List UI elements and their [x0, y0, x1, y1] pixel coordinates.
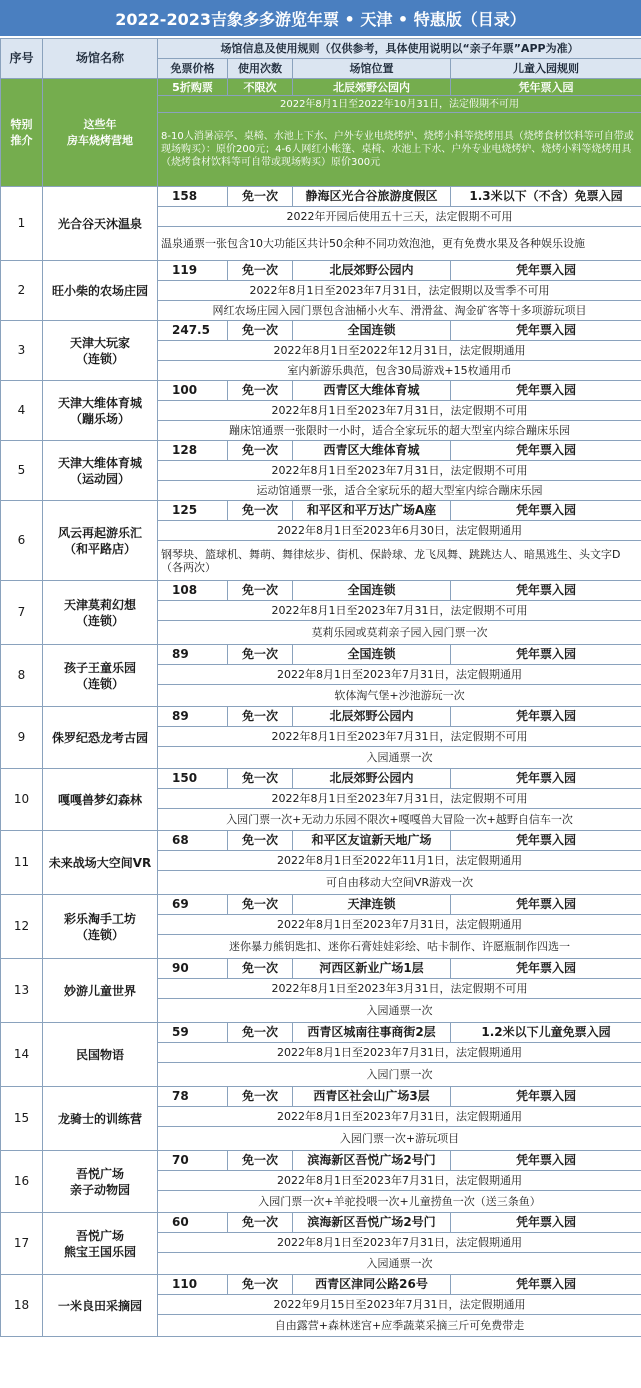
row-number: 13: [1, 959, 43, 1023]
venue-price: 69: [158, 895, 228, 915]
venue-child-rule: 凭年票入园: [451, 895, 641, 915]
venue-times: 免一次: [228, 959, 293, 979]
row-number: 17: [1, 1213, 43, 1275]
venue-location: 西青区大维体育城: [293, 381, 451, 401]
table-row: [1, 321, 641, 341]
venue-detail: 自由露营+森林迷宫+应季蔬菜采摘三斤可免费带走: [158, 1315, 641, 1337]
page-title: 2022-2023吉象多多游览年票 • 天津 • 特惠版（目录）: [0, 0, 641, 38]
venue-times: 免一次: [228, 581, 293, 601]
venue-location: 静海区光合谷旅游度假区: [293, 187, 451, 207]
venue-name: 侏罗纪恐龙考古园: [43, 707, 158, 769]
venue-detail: 迷你暴力熊钥匙扣、迷你石膏娃娃彩绘、咕卡制作、许愿瓶制作四选一: [158, 935, 641, 959]
venue-child-rule: 凭年票入园: [451, 1213, 641, 1233]
venue-price: 89: [158, 707, 228, 727]
venue-times: 免一次: [228, 645, 293, 665]
venue-valid-date: 2022年8月1日至2023年7月31日，法定假期通用: [158, 665, 641, 685]
venue-valid-date: 2022年8月1日至2023年7月31日，法定假期通用: [158, 1233, 641, 1253]
venue-valid-date: 2022年8月1日至2023年3月31日，法定假期不可用: [158, 979, 641, 999]
header-name: 场馆名称: [43, 39, 158, 79]
featured-detail: 8-10人消暑凉亭、桌椅、水池上下水、户外专业电烧烤炉、烧烤小料等烧烤用具（烧烤食材饮料等可自带或现场购买）：原价200元；4-6人网红小帐篷、桌椅、水池上下水、户外专业电烧烤炉、烧烤小料等烧烤用具（烧烤食材饮料等可自带或现场购买）原价300元: [158, 113, 641, 187]
row-number: 9: [1, 707, 43, 769]
venue-valid-date: 2022年8月1日至2023年7月31日，法定假期通用: [158, 1171, 641, 1191]
venue-price: 247.5: [158, 321, 228, 341]
venue-times: 免一次: [228, 831, 293, 851]
venue-child-rule: 凭年票入园: [451, 959, 641, 979]
venue-price: 89: [158, 645, 228, 665]
row-number: 15: [1, 1087, 43, 1151]
venue-name: 旺小柴的农场庄园: [43, 261, 158, 321]
row-number: 1: [1, 187, 43, 261]
venue-valid-date: 2022年8月1日至2023年7月31日，法定假期通用: [158, 1107, 641, 1127]
venue-times: 免一次: [228, 1087, 293, 1107]
catalog-table: [0, 38, 641, 1337]
venue-times: 免一次: [228, 501, 293, 521]
venue-location: 北辰郊野公园内: [293, 261, 451, 281]
venue-location: 全国连锁: [293, 321, 451, 341]
venue-price: 78: [158, 1087, 228, 1107]
row-number: 5: [1, 441, 43, 501]
featured-name: 这些年 房车烧烤营地: [43, 79, 158, 187]
header-child-rule: 儿童入园规则: [451, 59, 641, 79]
venue-detail: 入园门票一次+游玩项目: [158, 1127, 641, 1151]
venue-times: 免一次: [228, 441, 293, 461]
venue-location: 西青区城南往事商街2层: [293, 1023, 451, 1043]
venue-name: 民国物语: [43, 1023, 158, 1087]
table-row: [1, 895, 641, 915]
venue-child-rule: 凭年票入园: [451, 707, 641, 727]
venue-name: 天津大维体育城 （蹦乐场）: [43, 381, 158, 441]
table-row: [1, 959, 641, 979]
venue-price: 128: [158, 441, 228, 461]
venue-valid-date: 2022年8月1日至2023年7月31日，法定假期不可用: [158, 461, 641, 481]
table-row: [1, 187, 641, 207]
venue-detail: 运动馆通票一张，适合全家玩乐的超大型室内综合蹦床乐园: [158, 481, 641, 501]
venue-child-rule: 凭年票入园: [451, 1087, 641, 1107]
venue-times: 免一次: [228, 707, 293, 727]
venue-detail: 室内新游乐典范，包含30局游戏+15枚通用币: [158, 361, 641, 381]
venue-location: 滨海新区吾悦广场2号门: [293, 1213, 451, 1233]
venue-name: 风云再起游乐汇 （和平路店）: [43, 501, 158, 581]
venue-times: 免一次: [228, 381, 293, 401]
row-number: 8: [1, 645, 43, 707]
table-row: [1, 1151, 641, 1171]
table-row: [1, 1087, 641, 1107]
venue-valid-date: 2022年9月15日至2023年7月31日，法定假期通用: [158, 1295, 641, 1315]
venue-detail: 入园门票一次+羊驼投喂一次+儿童捞鱼一次（送三条鱼）: [158, 1191, 641, 1213]
venue-child-rule: 凭年票入园: [451, 769, 641, 789]
venue-valid-date: 2022年8月1日至2023年7月31日，法定假期通用: [158, 915, 641, 935]
venue-price: 110: [158, 1275, 228, 1295]
venue-valid-date: 2022年开园后使用五十三天，法定假期不可用: [158, 207, 641, 227]
venue-valid-date: 2022年8月1日至2023年7月31日，法定假期不可用: [158, 727, 641, 747]
venue-child-rule: 1.2米以下儿童免票入园: [451, 1023, 641, 1043]
venue-valid-date: 2022年8月1日至2022年11月1日，法定假期通用: [158, 851, 641, 871]
featured-location: 北辰郊野公园内: [293, 79, 451, 96]
header-times: 使用次数: [228, 59, 293, 79]
venue-detail: 入园通票一次: [158, 747, 641, 769]
row-number: 7: [1, 581, 43, 645]
table-row: [1, 1213, 641, 1233]
featured-date: 2022年8月1日至2022年10月31日，法定假期不可用: [158, 96, 641, 113]
venue-child-rule: 凭年票入园: [451, 261, 641, 281]
venue-price: 119: [158, 261, 228, 281]
header-location: 场馆位置: [293, 59, 451, 79]
venue-location: 北辰郊野公园内: [293, 769, 451, 789]
venue-location: 和平区和平万达广场A座: [293, 501, 451, 521]
venue-name: 孩子王童乐园 （连锁）: [43, 645, 158, 707]
table-row: [1, 441, 641, 461]
venue-price: 90: [158, 959, 228, 979]
table-row: [1, 261, 641, 281]
venue-location: 西青区社会山广场3层: [293, 1087, 451, 1107]
venue-name: 吾悦广场 熊宝王国乐园: [43, 1213, 158, 1275]
venue-name: 天津大玩家 （连锁）: [43, 321, 158, 381]
venue-name: 天津大维体育城 （运动园）: [43, 441, 158, 501]
table-row: [1, 581, 641, 601]
venue-location: 滨海新区吾悦广场2号门: [293, 1151, 451, 1171]
header-row-1: [1, 39, 641, 59]
venue-price: 108: [158, 581, 228, 601]
venue-location: 河西区新业广场1层: [293, 959, 451, 979]
venue-price: 68: [158, 831, 228, 851]
venue-times: 免一次: [228, 1275, 293, 1295]
header-price: 免票价格: [158, 59, 228, 79]
venue-price: 60: [158, 1213, 228, 1233]
venue-detail: 软体淘气堡+沙池游玩一次: [158, 685, 641, 707]
venue-location: 西青区大维体育城: [293, 441, 451, 461]
venue-child-rule: 凭年票入园: [451, 645, 641, 665]
featured-child-rule: 凭年票入园: [451, 79, 641, 96]
venue-valid-date: 2022年8月1日至2023年7月31日，法定假期通用: [158, 1043, 641, 1063]
venue-detail: 钢琴块、篮球机、舞萌、舞律炫步、街机、保龄球、龙飞凤舞、跳跳达人、暗黑逃生、头文字D（各两次）: [158, 541, 641, 581]
venue-child-rule: 凭年票入园: [451, 381, 641, 401]
venue-times: 免一次: [228, 1151, 293, 1171]
row-number: 18: [1, 1275, 43, 1337]
venue-name: 妙游儿童世界: [43, 959, 158, 1023]
venue-detail: 网红农场庄园入园门票包含油桶小火车、滑滑盆、淘金矿客等十多项游玩项目: [158, 301, 641, 321]
venue-location: 天津连锁: [293, 895, 451, 915]
row-number: 10: [1, 769, 43, 831]
featured-label: 特别推介: [1, 79, 43, 187]
venue-child-rule: 凭年票入园: [451, 441, 641, 461]
venue-location: 北辰郊野公园内: [293, 707, 451, 727]
table-row: [1, 381, 641, 401]
venue-name: 天津莫莉幻想 （连锁）: [43, 581, 158, 645]
venue-detail: 入园门票一次+无动力乐园不限次+嘎嘎兽大冒险一次+越野自信车一次: [158, 809, 641, 831]
venue-name: 龙骑士的训练营: [43, 1087, 158, 1151]
venue-detail: 可自由移动大空间VR游戏一次: [158, 871, 641, 895]
table-row: [1, 831, 641, 851]
venue-valid-date: 2022年8月1日至2023年6月30日，法定假期通用: [158, 521, 641, 541]
venue-price: 100: [158, 381, 228, 401]
venue-times: 免一次: [228, 261, 293, 281]
venue-price: 125: [158, 501, 228, 521]
venue-child-rule: 凭年票入园: [451, 321, 641, 341]
venue-detail: 蹦床馆通票一张限时一小时，适合全家玩乐的超大型室内综合蹦床乐园: [158, 421, 641, 441]
venue-child-rule: 凭年票入园: [451, 501, 641, 521]
venue-name: 光合谷天沐温泉: [43, 187, 158, 261]
row-number: 6: [1, 501, 43, 581]
venue-name: 吾悦广场 亲子动物园: [43, 1151, 158, 1213]
row-number: 14: [1, 1023, 43, 1087]
row-number: 2: [1, 261, 43, 321]
venue-detail: 入园通票一次: [158, 999, 641, 1023]
venue-name: 彩乐淘手工坊 （连锁）: [43, 895, 158, 959]
table-row: [1, 1275, 641, 1295]
venue-location: 和平区友谊新天地广场: [293, 831, 451, 851]
table-row: [1, 645, 641, 665]
table-row: [1, 707, 641, 727]
venue-child-rule: 凭年票入园: [451, 581, 641, 601]
venue-name: 未来战场大空间VR: [43, 831, 158, 895]
header-no: 序号: [1, 39, 43, 79]
venue-child-rule: 凭年票入园: [451, 1151, 641, 1171]
venue-valid-date: 2022年8月1日至2022年12月31日，法定假期通用: [158, 341, 641, 361]
venue-times: 免一次: [228, 895, 293, 915]
featured-price: 5折购票: [158, 79, 228, 96]
venue-price: 59: [158, 1023, 228, 1043]
venue-times: 免一次: [228, 1023, 293, 1043]
venue-location: 西青区津同公路26号: [293, 1275, 451, 1295]
venue-valid-date: 2022年8月1日至2023年7月31日，法定假期不可用: [158, 789, 641, 809]
table-row: [1, 1023, 641, 1043]
venue-location: 全国连锁: [293, 581, 451, 601]
venue-child-rule: 1.3米以下（不含）免票入园: [451, 187, 641, 207]
featured-times: 不限次: [228, 79, 293, 96]
row-number: 12: [1, 895, 43, 959]
venue-child-rule: 凭年票入园: [451, 1275, 641, 1295]
venue-detail: 温泉通票一张包含10大功能区共计50余种不同功效泡池，更有免费水果及各种娱乐设施: [158, 227, 641, 261]
venue-location: 全国连锁: [293, 645, 451, 665]
table-row: [1, 501, 641, 521]
row-number: 11: [1, 831, 43, 895]
venue-valid-date: 2022年8月1日至2023年7月31日，法定假期以及雪季不可用: [158, 281, 641, 301]
header-info: 场馆信息及使用规则（仅供参考，具体使用说明以“亲子年票”APP为准）: [158, 39, 641, 59]
venue-child-rule: 凭年票入园: [451, 831, 641, 851]
venue-times: 免一次: [228, 769, 293, 789]
venue-price: 70: [158, 1151, 228, 1171]
row-number: 4: [1, 381, 43, 441]
row-number: 16: [1, 1151, 43, 1213]
venue-times: 免一次: [228, 1213, 293, 1233]
venue-detail: 入园通票一次: [158, 1253, 641, 1275]
row-number: 3: [1, 321, 43, 381]
table-row: [1, 769, 641, 789]
venue-price: 150: [158, 769, 228, 789]
venue-valid-date: 2022年8月1日至2023年7月31日，法定假期不可用: [158, 401, 641, 421]
featured-row: [1, 79, 641, 96]
venue-times: 免一次: [228, 321, 293, 341]
venue-price: 158: [158, 187, 228, 207]
venue-detail: 入园门票一次: [158, 1063, 641, 1087]
venue-times: 免一次: [228, 187, 293, 207]
venue-detail: 莫莉乐园或莫莉亲子园入园门票一次: [158, 621, 641, 645]
venue-name: 嘎嘎兽梦幻森林: [43, 769, 158, 831]
venue-name: 一米良田采摘园: [43, 1275, 158, 1337]
venue-valid-date: 2022年8月1日至2023年7月31日，法定假期不可用: [158, 601, 641, 621]
